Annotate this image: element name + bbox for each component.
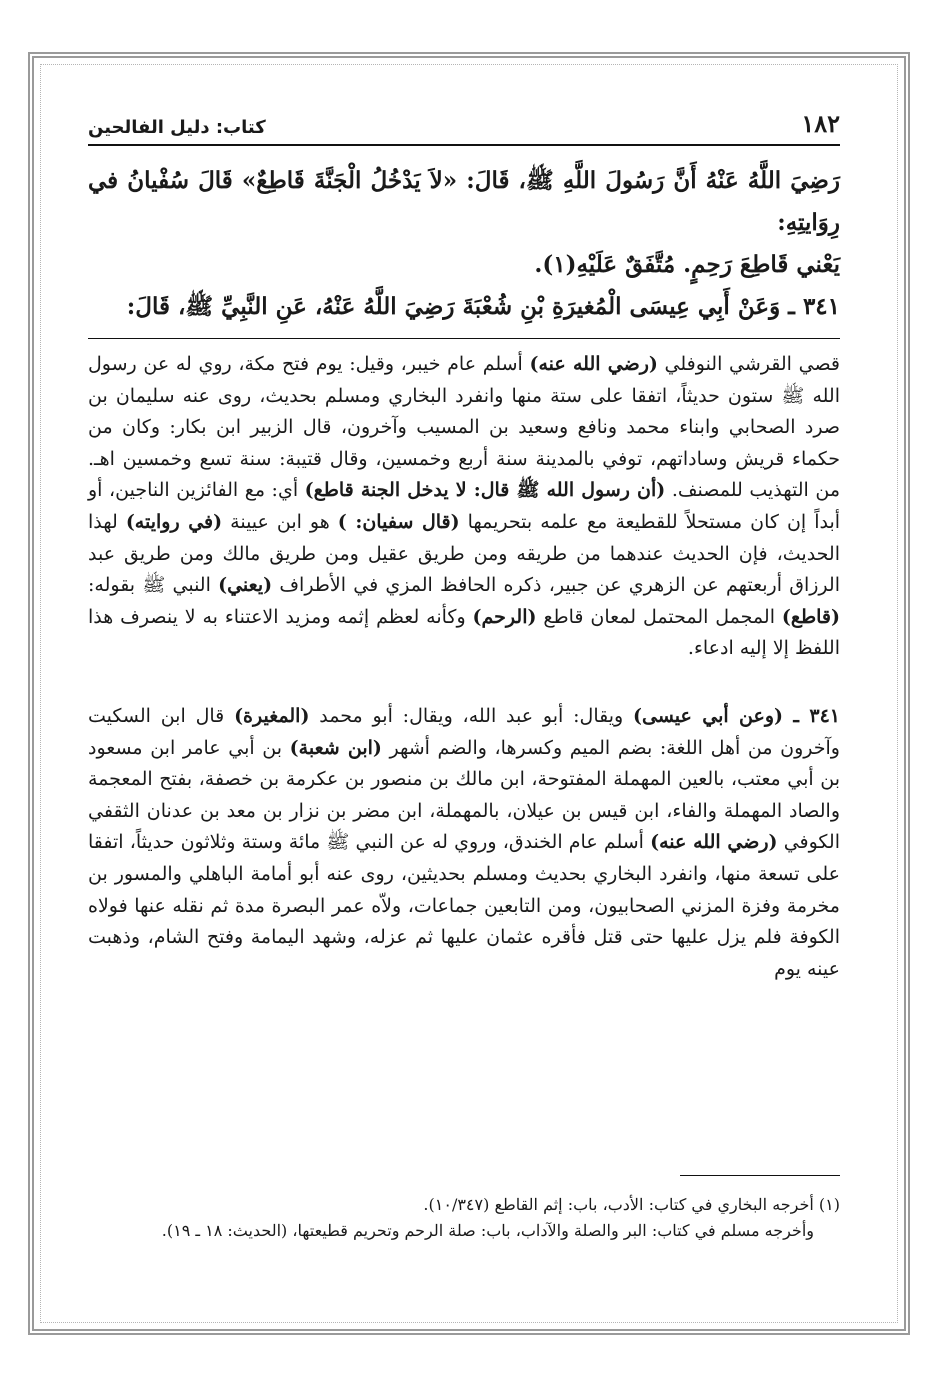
- footnote-separator: [680, 1175, 840, 1176]
- footnotes: [88, 1192, 840, 1244]
- commentary-paragraph: قصي القرشي النوفلي (رضي الله عنه) أسلم عام خيبر، وقيل: يوم فتح مكة، روي له عن رسول الله ﷺ ستون حديثاً، اتفقا على ستة منها وانفرد البخاري ومسلم بحديث، روى عنه سليمان بن صرد الصحابي وابناء محمد ونافع وسعيد بن المسيب وآخرون، قال الزبير ابن بكار: وكان من حكماء قريش وساداتهم، توفي بالمدينة سنة أربع وخمسين، وقال قتيبة: سنة تسع وخمسين اهـ. من التهذيب للمصنف. (أن رسول الله ﷺ قال: لا يدخل الجنة قاطع) أي: مع الفائزين الناجين، أو أبداً إن كان مستحلاً للقطيعة مع علمه بتحريمها (قال سفيان: ) هو ابن عيينة (في روايته) لهذا الحديث، فإن الحديث عندهما من طريقه ومن طريق عقيل ومن طريق مالك ومن طريق عبد الرزاق أربعتهم عن الزهري عن جبير، ذكره الحافظ المزي في الأطراف (يعني) النبي ﷺ بقوله: (قاطع) المجمل المحتمل لمعان قاطع (الرحم) وكأنه لعظم إثمه ومزيد الاعتناء به لا ينصرف هذا اللفظ إلا إليه ادعاء.: [88, 353, 841, 660]
- footnote-1-continued: وأخرجه مسلم في كتاب: البر والصلة والآداب، باب: صلة الرحم وتحريم قطيعتها، (الحديث: ١٨ ـ ١٩).: [161, 1221, 814, 1240]
- footnote-1: (١) أخرجه البخاري في كتاب: الأدب، باب: إثم القاطع (١٠/٣٤٧).: [423, 1195, 840, 1214]
- page-header: [88, 98, 840, 146]
- book-title: كتاب: دليل الفالحين: [88, 117, 266, 138]
- page-number: ١٨٢: [801, 109, 840, 138]
- commentary-paragraph: ٣٤١ ـ (وعن أبي عيسى) ويقال: أبو عبد الله، ويقال: أبو محمد (المغيرة) قال ابن السكيت وآخرون من أهل اللغة: بضم الميم وكسرها، والضم أشهر (ابن شعبة) بن أبي عامر ابن مسعود بن أبي معتب، بالعين المهملة المفتوحة، ابن مالك بن منصور بن عكرمة بن خصفة، بفتح المعجمة والصاد المهملة والفاء، ابن قيس بن عيلان، بالمهملة، ابن مضر بن نزار بن معد بن عدنان الثقفي الكوفي (رضي الله عنه) أسلم عام الخندق، وروي له عن النبي ﷺ مائة وستة وثلاثون حديثاً، اتفقا على تسعة منها، وانفرد البخاري بحديث ومسلم بحديثين، روى عنه أبو أمامة الباهلي والمسور بن مخرمة وفزة المزني الصحابيون، ومن التابعين جماعات، ولاّه عمر البصرة مدة ثم نقله عنها فولاه الكوفة فلم يزل عليها حتى قتل فأقره عثمان عليها ثم عزله، وشهد اليمامة وفتح الشام، وذهبت عينه يوم: [88, 704, 840, 980]
- page-content: [88, 98, 841, 1240]
- hadith-line: ٣٤١ ـ وَعَنْ أَبِي عِيسَى الْمُغيرَةِ بْنِ شُعْبَةَ رَضِيَ اللَّهُ عَنْهُ، عَنِ النَّبِيِّ ﷺ، قَالَ:: [126, 293, 840, 320]
- hadith-line: رَضِيَ اللَّهُ عَنْهُ أَنَّ رَسُولَ اللَّهِ ﷺ، قَالَ: «لاَ يَدْخُلُ الْجَنَّةَ قَاطِعٌ» قَالَ سُفْيانُ في رِوَايتِهِ:: [88, 167, 840, 236]
- commentary: [88, 339, 840, 985]
- hadith-text: [88, 146, 840, 339]
- hadith-line: يَعْني قَاطِعَ رَحِمٍ. مُتَّفَقٌ عَلَيْهِ(١).: [534, 251, 840, 278]
